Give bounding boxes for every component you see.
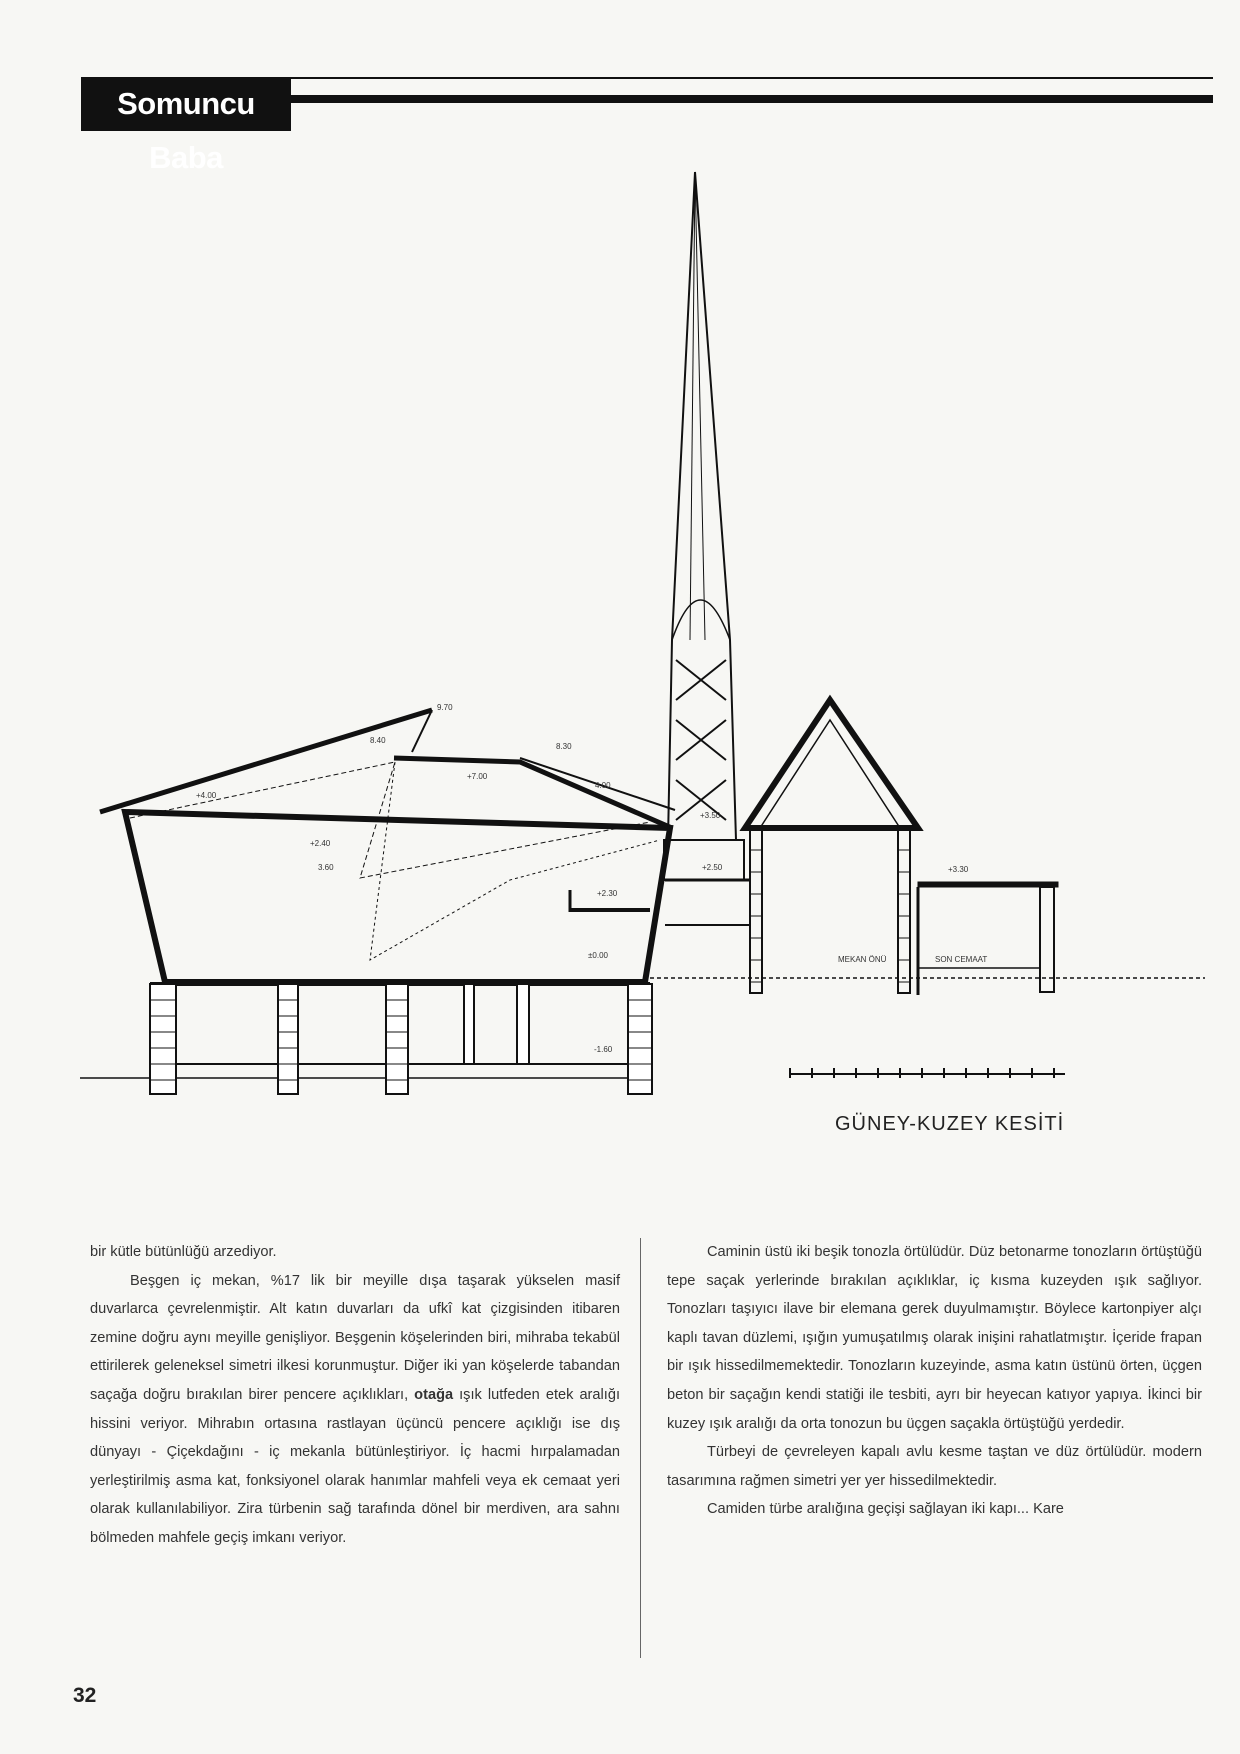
- paragraph: bir kütle bütünlüğü arzediyor.: [90, 1244, 277, 1260]
- level-label: +7.00: [467, 772, 488, 781]
- text-column-left: [90, 1238, 620, 1553]
- level-label: +2.30: [597, 889, 618, 898]
- header-rule-thick: [291, 95, 1213, 103]
- bold-word: otağa: [414, 1386, 454, 1403]
- column-divider: [640, 1238, 641, 1658]
- paragraph: Türbeyi de çevreleyen kapalı avlu kesme taştan ve düz örtülüdür. modern tasarımına rağmen simetri yer yer hissedilmektedir.: [667, 1444, 1202, 1489]
- level-label: +3.30: [948, 865, 969, 874]
- level-label: +3.50: [700, 811, 721, 820]
- paragraph: Camiden türbe aralığına geçişi sağlayan iki kapı... Kare: [707, 1501, 1064, 1518]
- header-rule-thin: [291, 77, 1213, 79]
- level-label: 9.70: [437, 703, 453, 712]
- text-column-right: [667, 1238, 1202, 1524]
- level-label: +4.00: [196, 791, 217, 800]
- page-number: 32: [73, 1684, 97, 1707]
- paragraph: [90, 1267, 620, 1553]
- level-label: 8.30: [556, 742, 572, 751]
- section-title: Somuncu Baba: [81, 77, 291, 131]
- scale-bar: [790, 1068, 1065, 1078]
- level-label: +2.50: [702, 863, 723, 872]
- room-label: MEKAN ÖNÜ: [838, 955, 887, 964]
- level-label: 3.60: [318, 863, 334, 872]
- drawing-caption: GÜNEY-KUZEY KESİTİ: [835, 1113, 1065, 1135]
- section-drawing: [0, 150, 1240, 1140]
- level-label: 4.00: [595, 781, 611, 790]
- room-label: SON CEMAAT: [935, 955, 988, 964]
- level-label: +2.40: [310, 839, 331, 848]
- level-label: 8.40: [370, 736, 386, 745]
- level-label: ±0.00: [588, 951, 608, 960]
- paragraph: Caminin üstü iki beşik tonozla örtülüdür. Düz betonarme tonozların örtüştüğü tepe saçak yerlerinde bırakılan açıklıklar, iç kısma kuzeyden ışık sağlıyor. Tonozları taşıyıcı ilave bir elemana gerek duyulmamıştır. Böylece kartonpiyer alçı kaplı tavan düzlemi, ışığın yumuşatılmış olarak inişini rahatlatmıştır. İçeride frapan bir ışık hissedilmemektedir. Tonozların kuzeyinde, asma katın üstünü örten, üçgen beton bir saçağın kendi statiği ile tesbiti, ayrı bir heyecan katıyor yapıya. İkinci bir kuzey ışık aralığı da orta tonozun bu üçgen saçakla örtüştüğü yerdedir.: [667, 1244, 1202, 1432]
- paragraph-part: Beşgen iç mekan, %17 lik bir meyille dışa taşarak yükselen masif duvarlarca çevrelenmiştir. Alt katın duvarları da ufkî kat çizgisinden itibaren zemine doğru aynı meyille genişliyor. Beşgenin köşelerinden biri, mihraba tekabül ettirilerek geleneksel simetri ilkesi korunmuştur. Diğer iki yan köşelerde tabandan saçağa doğru bırakılan birer pencere açıklıkları, otağa ışık lutfeden etek aralığı hissini veriyor. Mihrabın ortasına rastlayan üçüncü pencere açıklığı ise dış dünyayı - Çiçekdağını - iç mekanla bütünleştiriyor. İç hacmi hırpalamadan yerleştirilmiş asma kat, fonksiyonel olarak hanımlar mahfeli veya ek cemaat yeri olarak kullanılabiliyor. Zira türbenin sağ tarafında dönel bir merdiven, ara sahnı bölmeden mahfele geçiş imkanı veriyor.: [90, 1272, 620, 1546]
- level-label: -1.60: [594, 1045, 613, 1054]
